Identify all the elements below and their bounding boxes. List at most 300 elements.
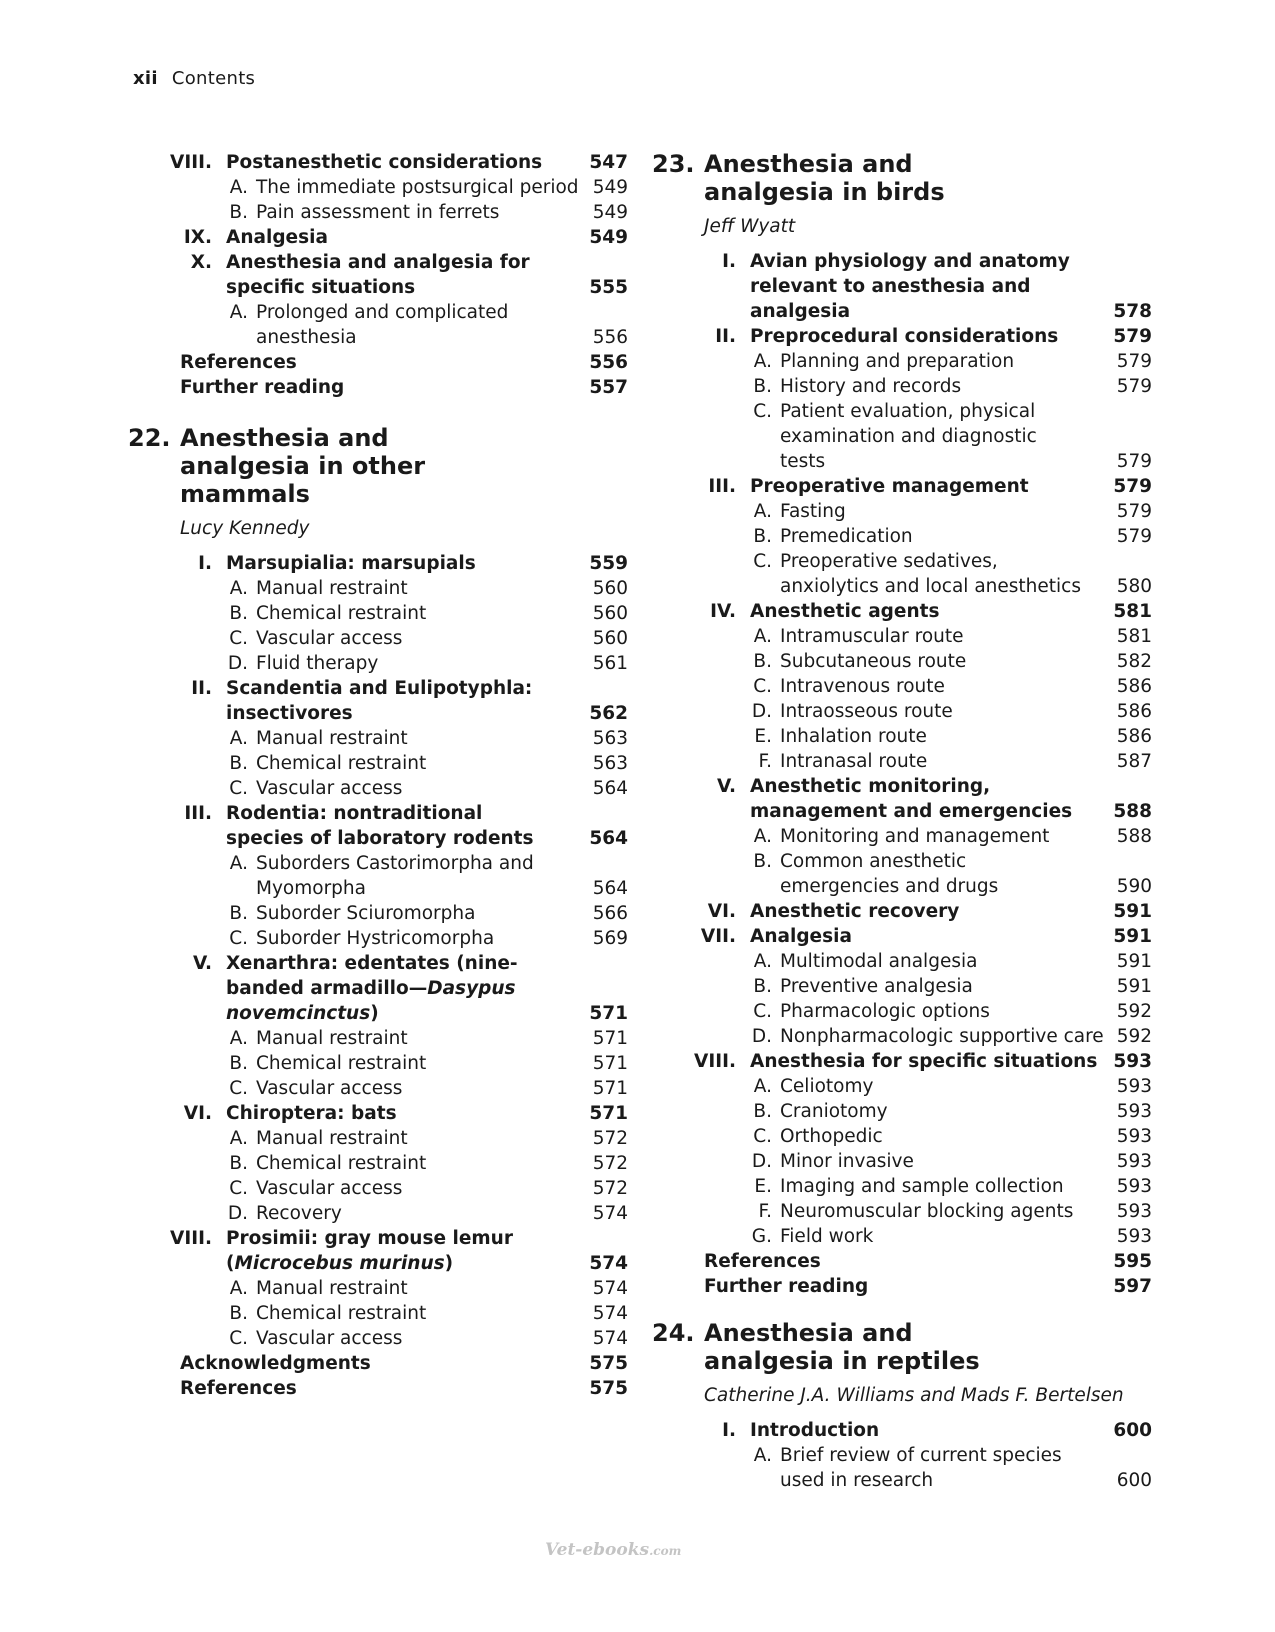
- entry-number: E.: [754, 726, 772, 747]
- entry-number: VI.: [707, 901, 736, 922]
- entry-title: [226, 951, 628, 1026]
- entry-number: C.: [753, 401, 772, 422]
- entry-number: C.: [753, 1126, 772, 1147]
- entry-number: E.: [754, 1176, 772, 1197]
- entry-title: History and records: [780, 376, 962, 397]
- entry-number: A.: [229, 1128, 248, 1149]
- page-number: 600: [1113, 1420, 1152, 1441]
- toc-entry: [652, 1024, 1152, 1049]
- entry-title: Minor invasive: [780, 1151, 914, 1172]
- entry-number: V.: [193, 953, 212, 974]
- page-number: 581: [1113, 601, 1152, 622]
- page-number: 593: [1116, 1076, 1152, 1097]
- toc-entry: [652, 599, 1152, 624]
- entry-number: I.: [722, 251, 736, 272]
- page-number: 580: [1116, 576, 1152, 597]
- entry-number: B.: [229, 753, 248, 774]
- entry-number: B.: [229, 903, 248, 924]
- entry-title: Vascular access: [256, 1178, 403, 1199]
- page-number: 560: [592, 603, 628, 624]
- entry-title: Acknowledgments: [180, 1353, 371, 1374]
- entry-title: Manual restraint: [256, 578, 408, 599]
- toc-entry: [128, 225, 628, 250]
- watermark-suffix: .com: [649, 1544, 682, 1558]
- entry-number: I.: [198, 553, 212, 574]
- page-number: 574: [592, 1328, 628, 1349]
- entry-number: C.: [229, 1078, 248, 1099]
- entry-title: Further reading: [180, 377, 345, 398]
- page-number: 572: [592, 1153, 628, 1174]
- chapter-author: Jeff Wyatt: [704, 216, 796, 237]
- page-number: 549: [592, 202, 628, 223]
- entry-title: Anesthetic monitoring, management and emergencies: [750, 776, 1073, 822]
- toc-entry: [652, 824, 1152, 849]
- entry-title: Imaging and sample collection: [780, 1176, 1064, 1197]
- entry-title: Nonpharmacologic supportive care: [780, 1026, 1104, 1047]
- entry-title: Preoperative management: [750, 476, 1029, 497]
- entry-number: IX.: [183, 227, 212, 248]
- page-number: 579: [1116, 376, 1152, 397]
- entry-number: A.: [229, 578, 248, 599]
- toc-entry: [128, 1376, 628, 1401]
- toc-entry: [652, 624, 1152, 649]
- entry-title: Monitoring and management: [780, 826, 1050, 847]
- toc-entry: [652, 249, 1152, 324]
- page-number: 564: [589, 828, 628, 849]
- entry-number: C.: [229, 1178, 248, 1199]
- toc-entry: [128, 1076, 628, 1101]
- toc-entry: [652, 324, 1152, 349]
- toc-entry: [128, 1351, 628, 1376]
- toc-entry: [652, 674, 1152, 699]
- toc-entry: [652, 1443, 1152, 1493]
- toc-entry: [652, 749, 1152, 774]
- chapter-author: Lucy Kennedy: [180, 518, 310, 539]
- entry-title-italic: Microcebus murinus: [234, 1253, 445, 1274]
- page-number: 592: [1116, 1001, 1152, 1022]
- entry-number: A.: [753, 826, 772, 847]
- toc-entry: [128, 601, 628, 626]
- entry-title: Manual restraint: [256, 1278, 408, 1299]
- entry-number: D.: [751, 701, 772, 722]
- toc-entry: [128, 1201, 628, 1226]
- entry-number: C.: [229, 928, 248, 949]
- page-number: 590: [1116, 876, 1152, 897]
- toc-entry: [128, 350, 628, 375]
- page-number: 593: [1116, 1126, 1152, 1147]
- toc-entry: [128, 200, 628, 225]
- toc-entry: [652, 649, 1152, 674]
- entry-number: B.: [753, 1101, 772, 1122]
- entry-title: Suborders Castorimorpha and Myomorpha: [256, 853, 534, 899]
- entry-title: Pain assessment in ferrets: [256, 202, 500, 223]
- toc-entry: [652, 949, 1152, 974]
- toc-entry: [652, 549, 1152, 599]
- toc-entry: [128, 175, 628, 200]
- entry-number: C.: [753, 1001, 772, 1022]
- entry-number: A.: [753, 501, 772, 522]
- page-number: 571: [592, 1078, 628, 1099]
- toc-entry: [128, 926, 628, 951]
- toc-entry: [128, 1101, 628, 1126]
- entry-title: Brief review of current species used in research: [780, 1445, 1062, 1491]
- entry-title: Suborder Hystricomorpha: [256, 928, 495, 949]
- entry-title: The immediate postsurgical period: [256, 177, 579, 198]
- chapter-number: 22.: [128, 424, 171, 452]
- entry-title-tail: ): [370, 1003, 379, 1024]
- entry-title-pre: (: [226, 1253, 235, 1274]
- page-folio: xii: [133, 68, 158, 89]
- entry-title: Suborder Sciuromorpha: [256, 903, 476, 924]
- entry-title: Common anesthetic emergencies and drugs: [780, 851, 999, 897]
- toc-entry: [652, 499, 1152, 524]
- page-number: 549: [589, 227, 628, 248]
- page-number: 582: [1116, 651, 1152, 672]
- page-number: 579: [1113, 326, 1152, 347]
- page-number: 586: [1116, 726, 1152, 747]
- entry-title: References: [180, 1378, 297, 1399]
- page-number: 574: [589, 1253, 628, 1274]
- entry-title: Anesthetic agents: [750, 601, 940, 622]
- entry-number: A.: [753, 951, 772, 972]
- toc-entry: [128, 626, 628, 651]
- toc-entry: [128, 1176, 628, 1201]
- page-number: 591: [1116, 951, 1152, 972]
- entry-number: VII.: [700, 926, 736, 947]
- page-number: 564: [592, 778, 628, 799]
- page-number: 571: [589, 1003, 628, 1024]
- toc-entry: [128, 1026, 628, 1051]
- entry-title: Marsupialia: marsupials: [226, 553, 476, 574]
- entry-title: Anesthetic recovery: [750, 901, 960, 922]
- entry-number: F.: [758, 1201, 772, 1222]
- page-number: 574: [592, 1278, 628, 1299]
- page-number: 600: [1116, 1470, 1152, 1491]
- toc-entry: [128, 676, 628, 726]
- toc-entry: [128, 375, 628, 400]
- entry-title: Intravenous route: [780, 676, 945, 697]
- page-number: 581: [1116, 626, 1152, 647]
- entry-title: Intraosseous route: [780, 701, 953, 722]
- entry-title: Vascular access: [256, 1328, 403, 1349]
- entry-title: Manual restraint: [256, 1028, 408, 1049]
- entry-number: A.: [753, 1076, 772, 1097]
- chapter-heading: [128, 424, 628, 508]
- entry-title: Postanesthetic considerations: [226, 152, 543, 173]
- entry-title: Scandentia and Eulipotyphla: insectivores: [226, 678, 533, 724]
- page-number: 562: [589, 703, 628, 724]
- toc-entry: [652, 1249, 1152, 1274]
- entry-title: Inhalation route: [780, 726, 927, 747]
- toc-entry: [128, 250, 628, 300]
- entry-number: A.: [753, 351, 772, 372]
- page-number: 579: [1116, 451, 1152, 472]
- toc-entry: [128, 801, 628, 851]
- toc-entry: [128, 1051, 628, 1076]
- entry-number: C.: [753, 551, 772, 572]
- toc-entry: [128, 776, 628, 801]
- toc-entry: [652, 1199, 1152, 1224]
- toc-column-left: [128, 150, 628, 1401]
- toc-entry: [128, 901, 628, 926]
- entry-title: Subcutaneous route: [780, 651, 967, 672]
- entry-title: [226, 1226, 628, 1276]
- page-number: 571: [589, 1103, 628, 1124]
- toc-entry: [128, 1226, 628, 1276]
- page-number: 556: [589, 352, 628, 373]
- page-number: 575: [589, 1378, 628, 1399]
- entry-title: Manual restraint: [256, 728, 408, 749]
- entry-number: A.: [229, 302, 248, 323]
- toc-entry: [652, 899, 1152, 924]
- toc-entry: [652, 1418, 1152, 1443]
- toc-entry: [128, 1326, 628, 1351]
- page-number: 560: [592, 578, 628, 599]
- toc-entry: [652, 1049, 1152, 1074]
- entry-number: IV.: [710, 601, 736, 622]
- page-number: 587: [1116, 751, 1152, 772]
- chapter-heading: [652, 1319, 1152, 1375]
- page-number: 593: [1116, 1176, 1152, 1197]
- toc-entry: [128, 150, 628, 175]
- entry-number: D.: [227, 653, 248, 674]
- page-number: 593: [1113, 1051, 1152, 1072]
- page-number: 563: [592, 728, 628, 749]
- chapter-title: Anesthesia and analgesia in reptiles: [704, 1319, 980, 1375]
- entry-title: Vascular access: [256, 778, 403, 799]
- entry-number: III.: [184, 803, 212, 824]
- watermark-text: Vet-ebooks: [545, 1540, 650, 1560]
- page-number: 561: [592, 653, 628, 674]
- entry-number: B.: [229, 1053, 248, 1074]
- entry-title: Craniotomy: [780, 1101, 888, 1122]
- page-number: 572: [592, 1178, 628, 1199]
- entry-title: Analgesia: [226, 227, 328, 248]
- toc-entry: [128, 951, 628, 1026]
- toc-entry: [128, 1301, 628, 1326]
- entry-number: A.: [229, 1278, 248, 1299]
- page-number: 579: [1116, 526, 1152, 547]
- toc-entry: [652, 1124, 1152, 1149]
- page-number: 574: [592, 1203, 628, 1224]
- entry-number: VI.: [183, 1103, 212, 1124]
- page-number: 579: [1116, 351, 1152, 372]
- page-number: 595: [1113, 1251, 1152, 1272]
- toc-entry: [652, 1174, 1152, 1199]
- page-number: 586: [1116, 701, 1152, 722]
- page-number: 564: [592, 878, 628, 899]
- entry-title: Analgesia: [750, 926, 852, 947]
- toc-column-right: [652, 150, 1152, 1493]
- page-number: 591: [1113, 901, 1152, 922]
- entry-number: B.: [229, 1153, 248, 1174]
- entry-title: Further reading: [704, 1276, 869, 1297]
- entry-title-italic: Dasypus novemcinctus: [226, 978, 516, 1024]
- page-number: 588: [1113, 801, 1152, 822]
- entry-title: Premedication: [780, 526, 913, 547]
- entry-number: C.: [229, 778, 248, 799]
- entry-number: B.: [229, 603, 248, 624]
- watermark-logo: [545, 1540, 681, 1560]
- entry-title: Intranasal route: [780, 751, 928, 772]
- toc-entry: [128, 300, 628, 350]
- page-number: 572: [592, 1128, 628, 1149]
- entry-number: A.: [229, 853, 248, 874]
- running-title: Contents: [171, 68, 256, 89]
- entry-number: II.: [715, 326, 736, 347]
- page-number: 593: [1116, 1101, 1152, 1122]
- entry-number: A.: [229, 1028, 248, 1049]
- entry-title: Chiroptera: bats: [226, 1103, 397, 1124]
- entry-title: Recovery: [256, 1203, 342, 1224]
- entry-title: Preprocedural considerations: [750, 326, 1059, 347]
- page-number: 556: [592, 327, 628, 348]
- toc-entry: [128, 1276, 628, 1301]
- page-number: 569: [592, 928, 628, 949]
- toc-entry: [652, 1149, 1152, 1174]
- toc-entry: [128, 551, 628, 576]
- entry-title: Patient evaluation, physical examination and diagnostic tests: [780, 401, 1037, 472]
- page-number: 549: [592, 177, 628, 198]
- page-number: 586: [1116, 676, 1152, 697]
- entry-number: VIII.: [170, 152, 212, 173]
- entry-number: A.: [229, 177, 248, 198]
- entry-number: B.: [753, 526, 772, 547]
- entry-title: Chemical restraint: [256, 603, 427, 624]
- entry-number: C.: [753, 676, 772, 697]
- toc-entry: [128, 726, 628, 751]
- entry-number: B.: [753, 651, 772, 672]
- entry-title: Rodentia: nontraditional species of laboratory rodents: [226, 803, 534, 849]
- chapter-number: 23.: [652, 150, 695, 178]
- entry-title: References: [704, 1251, 821, 1272]
- entry-number: A.: [229, 728, 248, 749]
- toc-entry: [128, 751, 628, 776]
- toc-entry: [128, 576, 628, 601]
- page-number: 588: [1116, 826, 1152, 847]
- entry-number: A.: [753, 626, 772, 647]
- entry-title: Vascular access: [256, 1078, 403, 1099]
- entry-title: Manual restraint: [256, 1128, 408, 1149]
- entry-number: B.: [229, 202, 248, 223]
- page-number: 559: [589, 553, 628, 574]
- page-number: 547: [589, 152, 628, 173]
- entry-title: Vascular access: [256, 628, 403, 649]
- toc-entry: [652, 724, 1152, 749]
- entry-number: V.: [717, 776, 736, 797]
- entry-number: VIII.: [170, 1228, 212, 1249]
- entry-title-main: Prosimii: gray mouse lemur: [226, 1228, 513, 1249]
- entry-number: B.: [753, 376, 772, 397]
- chapter-title: Anesthesia and analgesia in birds: [704, 150, 945, 206]
- entry-number: D.: [751, 1026, 772, 1047]
- toc-entry: [652, 924, 1152, 949]
- chapter-title: Anesthesia and analgesia in other mammals: [180, 424, 426, 508]
- entry-title: Multimodal analgesia: [780, 951, 978, 972]
- entry-title: References: [180, 352, 297, 373]
- toc-entry: [652, 349, 1152, 374]
- entry-number: X.: [190, 252, 212, 273]
- entry-title: Fluid therapy: [256, 653, 379, 674]
- page-number: 579: [1116, 501, 1152, 522]
- entry-number: C.: [229, 1328, 248, 1349]
- entry-number: G.: [751, 1226, 772, 1247]
- running-head: [133, 68, 255, 89]
- entry-number: B.: [753, 851, 772, 872]
- page-number: 591: [1113, 926, 1152, 947]
- page-number: 575: [589, 1353, 628, 1374]
- entry-title: Field work: [780, 1226, 874, 1247]
- entry-title-main: Xenarthra: edentates (nine-banded armadillo—: [226, 953, 518, 999]
- page-number: 592: [1116, 1026, 1152, 1047]
- page-number: 593: [1116, 1226, 1152, 1247]
- toc-entry: [652, 524, 1152, 549]
- entry-title: Orthopedic: [780, 1126, 883, 1147]
- entry-title: Intramuscular route: [780, 626, 964, 647]
- page-number: 593: [1116, 1151, 1152, 1172]
- page-number: 593: [1116, 1201, 1152, 1222]
- entry-number: B.: [229, 1303, 248, 1324]
- page-number: 560: [592, 628, 628, 649]
- toc-entry: [128, 851, 628, 901]
- entry-title: Avian physiology and anatomy relevant to anesthesia and analgesia: [750, 251, 1070, 322]
- chapter-heading: [652, 150, 1152, 206]
- entry-title: Preventive analgesia: [780, 976, 973, 997]
- toc-entry: [652, 474, 1152, 499]
- toc-entry: [652, 849, 1152, 899]
- entry-number: VIII.: [694, 1051, 736, 1072]
- entry-title: Pharmacologic options: [780, 1001, 990, 1022]
- entry-title: Chemical restraint: [256, 1303, 427, 1324]
- toc-entry: [652, 399, 1152, 474]
- page-number: 555: [589, 277, 628, 298]
- entry-title: Chemical restraint: [256, 753, 427, 774]
- toc-entry: [652, 1274, 1152, 1299]
- toc-entry: [652, 699, 1152, 724]
- entry-number: F.: [758, 751, 772, 772]
- page-number: 557: [589, 377, 628, 398]
- entry-title: Introduction: [750, 1420, 880, 1441]
- entry-title: Planning and preparation: [780, 351, 1015, 372]
- page-number: 579: [1113, 476, 1152, 497]
- page-number: 563: [592, 753, 628, 774]
- entry-title: Celiotomy: [780, 1076, 874, 1097]
- entry-title: Chemical restraint: [256, 1153, 427, 1174]
- toc-entry: [128, 651, 628, 676]
- page-number: 571: [592, 1053, 628, 1074]
- toc-entry: [128, 1151, 628, 1176]
- page-number: 571: [592, 1028, 628, 1049]
- entry-title: Chemical restraint: [256, 1053, 427, 1074]
- entry-title: Anesthesia for specific situations: [750, 1051, 1098, 1072]
- entry-title-tail: ): [444, 1253, 454, 1274]
- entry-number: C.: [229, 628, 248, 649]
- entry-number: D.: [227, 1203, 248, 1224]
- page-number: 591: [1116, 976, 1152, 997]
- entry-title: Prolonged and complicated anesthesia: [256, 302, 509, 348]
- entry-number: II.: [191, 678, 212, 699]
- entry-number: A.: [753, 1445, 772, 1466]
- entry-number: D.: [751, 1151, 772, 1172]
- page-number: 566: [592, 903, 628, 924]
- entry-number: I.: [722, 1420, 736, 1441]
- entry-number: B.: [753, 976, 772, 997]
- toc-entry: [652, 999, 1152, 1024]
- toc-entry: [128, 1126, 628, 1151]
- toc-entry: [652, 374, 1152, 399]
- page-number: 578: [1113, 301, 1152, 322]
- toc-entry: [652, 1224, 1152, 1249]
